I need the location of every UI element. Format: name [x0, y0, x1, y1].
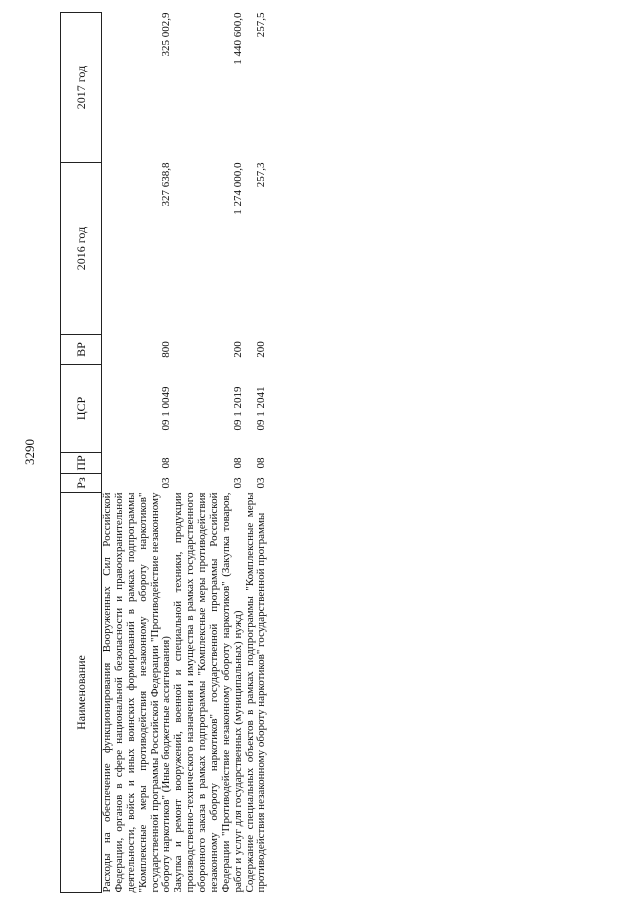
row-vr: 200	[255, 341, 268, 358]
row-2017: 257,5	[255, 12, 268, 38]
table-row	[102, 13, 174, 893]
row-pr: 08	[231, 457, 244, 469]
row-name: Содержание специальных объектов в рамках подпрограммы "Комплексные меры противодействия незаконному обороту наркотиков" государственной программы	[243, 492, 268, 893]
row-rz: 03	[160, 477, 173, 489]
row-vr: 200	[231, 341, 244, 358]
row-2016: 1 274 000,0	[231, 162, 244, 215]
header-2017: 2017 год	[61, 13, 102, 163]
table-row	[173, 13, 244, 893]
row-2017: 325 002,9	[160, 12, 173, 57]
page-number: 3290	[22, 439, 37, 465]
header-name: Наименование	[61, 493, 102, 893]
table-header-row	[61, 13, 102, 893]
row-2016: 257,3	[255, 162, 268, 188]
row-csr: 09 1 2041	[255, 386, 268, 431]
row-rz: 03	[231, 477, 244, 489]
header-2016: 2016 год	[61, 163, 102, 335]
row-rz: 03	[255, 477, 268, 489]
header-rz: Рз	[61, 474, 102, 493]
budget-table	[60, 12, 268, 893]
header-csr: ЦСР	[61, 365, 102, 453]
header-pr: ПР	[61, 453, 102, 474]
row-2016: 327 638,8	[160, 162, 173, 207]
row-csr: 09 1 2019	[231, 386, 244, 431]
row-csr: 09 1 0049	[160, 386, 173, 431]
row-name: Закупка и ремонт вооружений, военной и специальной техники, продукции производственно-технического назначения и имущества в рамках государственного оборонного заказа в рамках подпрограммы "Комплексные меры противодействия незаконному обороту наркотиков" государственной программы Российской Федерации "Противодействие незаконному обороту наркотиков" (Закупка товаров, работ и услуг для государственных (муниципальных) нужд)	[172, 492, 244, 893]
table-row	[245, 13, 269, 893]
row-2017: 1 440 600,0	[231, 12, 244, 65]
row-vr: 800	[160, 341, 173, 358]
row-pr: 08	[255, 457, 268, 469]
header-vr: ВР	[61, 335, 102, 365]
row-pr: 08	[160, 457, 173, 469]
row-name: Расходы на обеспечение функционирования Вооруженных Сил Российской Федерации, органов в сфере национальной безопасности и правоохранительной деятельности, войск и иных воинских формирований в рамках подпрограммы "Комплексные меры противодействия незаконному обороту наркотиков" государственной программы Российской Федерации "Противодействие незаконному обороту наркотиков" (Иные бюджетные ассигнования)	[101, 492, 173, 893]
